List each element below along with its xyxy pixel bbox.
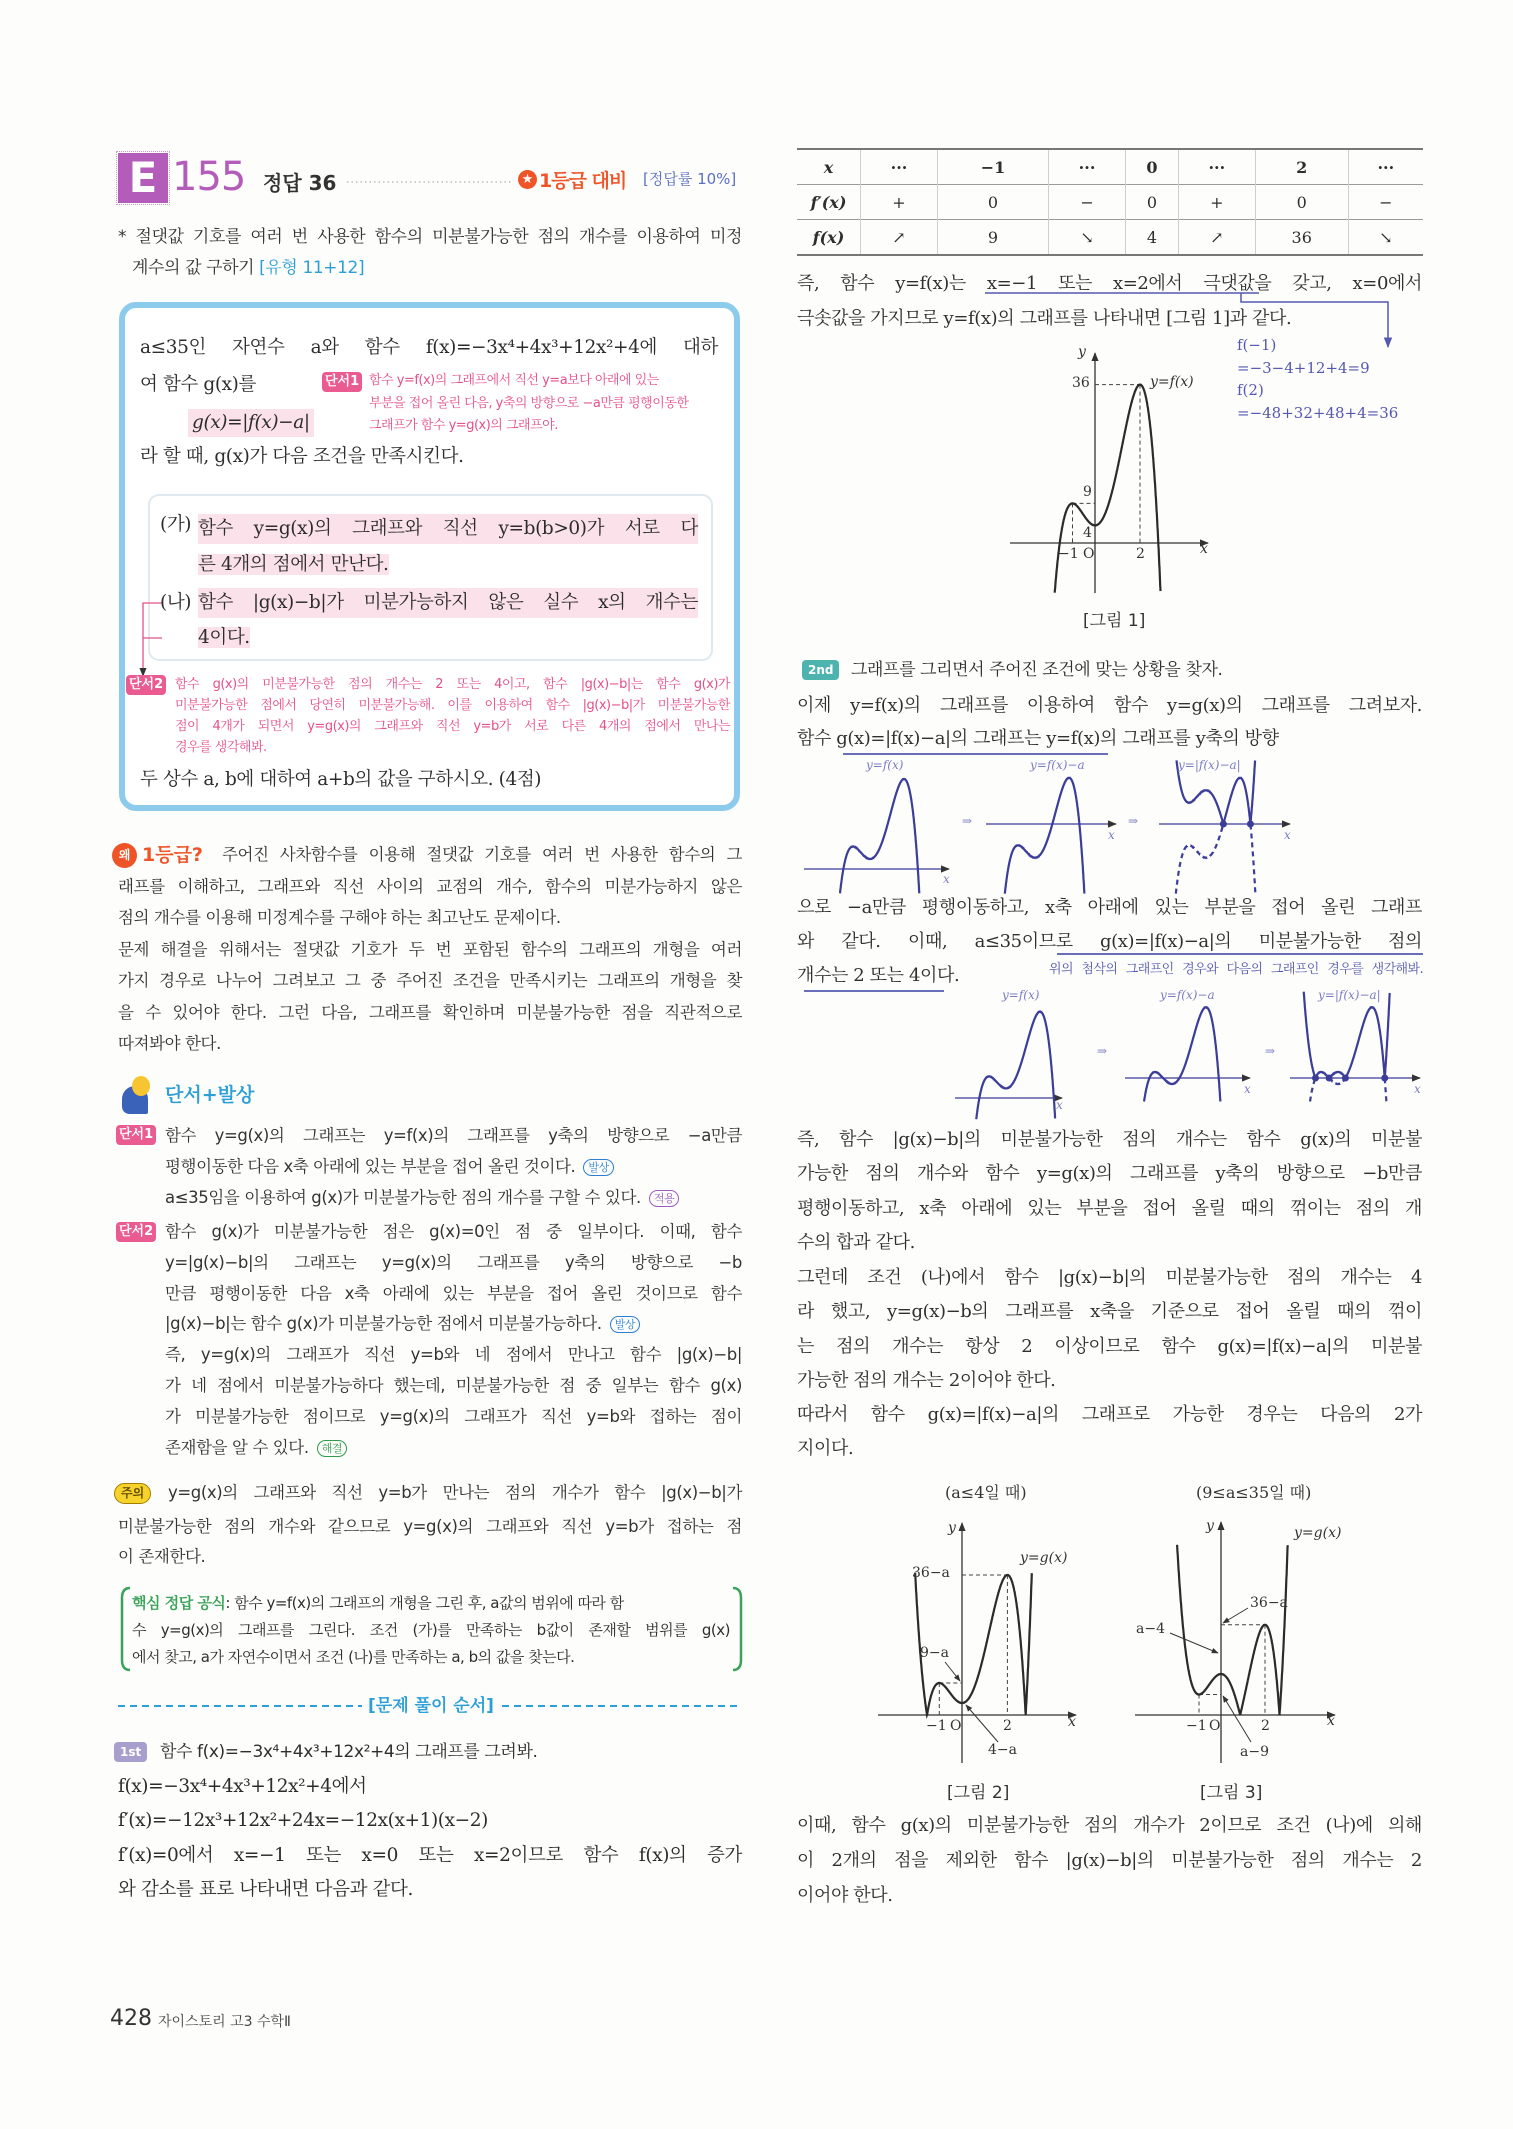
table-cell: ··· [1348,149,1423,185]
table-cell: ↗ [861,220,938,256]
axis-label-x: x [1108,828,1115,842]
mini-curve-abs [1304,992,1390,1078]
why-title: 1등급? [142,844,203,866]
problem-line: 라 할 때, g(x)가 다음 조건을 만족시킨다. [140,446,464,467]
condition-line: 함수 |g(x)−b|가 미분가능하지 않은 실수 x의 개수는 [198,588,698,618]
text-line: 따라서 함수 g(x)=|f(x)−a|의 그래프로 가능한 경우는 다음의 2가 [797,1404,1422,1425]
arrow-implies: ⇒ [962,814,973,828]
hint-text: a≤35임을 이용하여 g(x)가 미분불가능한 점의 개수를 구할 수 있다. [165,1188,641,1207]
hint1-badge: 단서1 [322,372,362,392]
increase-decrease-table [797,148,1423,256]
mini-curve [1144,1007,1220,1101]
figure-condition: (9≤a≤35일 때) [1196,1483,1312,1502]
curve-label: y=g(x) [1294,1525,1342,1541]
caution-line: y=g(x)의 그래프와 직선 y=b가 만나는 점의 개수가 함수 |g(x)−b|가 [168,1483,742,1502]
text-line: 평행이동하고, x축 아래에 있는 부분을 접어 올릴 때의 꺾이는 점의 개 [797,1197,1422,1219]
table-cell: 36 [1255,220,1348,256]
why-paragraph [118,871,742,934]
mini-label: y=f(x) [866,758,904,772]
text-line: 가능한 점의 개수는 2이어야 한다. [797,1370,1056,1392]
answer-rate: [정답률 10%] [643,170,737,188]
axis-label-y: y [1078,344,1086,360]
table-header-row [797,149,1423,185]
why-line: 주어진 사차함수를 이용해 절댓값 기호를 여러 번 사용한 함수의 그 [222,845,742,864]
table-cell: ↘ [1348,220,1423,256]
derivation-line: f(x)=−3x⁴+4x³+12x²+4에서 [118,1776,367,1797]
text-line: 을 수 있어야 한다. 그런 다음, 그래프를 확인하며 미분불가능한 점을 직관적으로 [118,1002,742,1022]
value-label: 4−a [988,1742,1017,1758]
paragraph [797,1808,1422,1913]
text-line: f(−1) [1237,336,1277,354]
table-row [797,220,1423,256]
apply-tag: 적용 [649,1190,679,1207]
curve-g [915,1573,1032,1715]
hint1-body [165,1120,742,1213]
star-icon: ★ [518,170,537,189]
problem-line: 여 함수 g(x)를 [140,374,256,395]
tick-36: 36 [1072,375,1090,391]
text-line: 수 y=g(x)의 그래프를 그린다. 조건 (가)를 만족하는 b값이 존재할 범위를 g(x) [132,1621,730,1639]
text-line: 이어야 한다. [797,1885,893,1906]
page-number: 428 [110,2006,152,2031]
hint-text: 평행이동한 다음 x축 아래에 있는 부분을 접어 올린 것이다. [165,1157,576,1176]
text-line: 함수 g(x)의 미분불가능한 점의 개수는 2 또는 4이고, 함수 |g(x)−b|는 함수 g(x)가 [175,677,730,692]
mini-label: y=f(x) [1002,988,1040,1002]
table-cell: − [1049,185,1126,220]
subtitle-line [118,253,742,284]
condition-line: 함수 y=g(x)의 그래프와 직선 y=b(b>0)가 서로 다 [198,514,698,544]
hint2-note [175,674,730,758]
figure-caption: [그림 1] [1083,611,1146,631]
hint-line: 가 네 점에서 미분불가능하다 했는데, 미분불가능한 점 중 일부는 함수 g(x) [165,1375,742,1395]
text-line: 그래프가 함수 y=g(x)의 그래프야. [369,418,558,433]
text-line: =−48+32+48+4=36 [1237,403,1399,422]
mini-curve-dashed [1310,1078,1386,1102]
zero-point [1381,1075,1388,1082]
value-label: 36−a [1250,1595,1288,1611]
text-line: 함수 g(x)=|f(x)−a|의 그래프는 y=f(x)의 그래프를 y축의 방향 [797,728,1279,749]
text-line: f(2) [1237,381,1264,399]
text-line: 에서 찾고, a가 자연수이면서 조건 (나)를 만족하는 a, b의 값을 찾는다. [132,1648,575,1666]
curve-label: y=g(x) [1020,1550,1068,1566]
condition-text: 른 4개의 점에서 만난다. [198,554,389,575]
hint-line: y=|g(x)−b|의 그래프는 y=g(x)의 그래프를 y축의 방향으로 −b [165,1252,742,1272]
origin-label: O [1083,546,1095,562]
book-title: 자이스토리 고3 수학Ⅱ [158,2014,291,2030]
axis-label-x: x [1200,541,1208,557]
zero-point [1220,821,1227,828]
key-line [132,1590,730,1617]
problem-question: 두 상수 a, b에 대하여 a+b의 값을 구하시오. (4점) [140,769,542,790]
problem-line: a≤35인 자연수 a와 함수 f(x)=−3x⁴+4x³+12x²+4에 대하 [140,337,718,358]
value-label: a−9 [1240,1744,1269,1760]
idea-tag: 발상 [610,1316,640,1333]
subtitle-line: * 절댓값 기호를 여러 번 사용한 함수의 미분불가능한 점의 개수를 이용하여 미정 [118,227,742,247]
text-line: 미분불가능한 점에서 당연히 미분불가능해. 이를 이용하여 함수 |g(x)−b|가 미분불가능한 [175,698,730,713]
tick-9: 9 [1083,484,1092,500]
text-line: 이때, 함수 g(x)의 미분불가능한 점의 개수가 2이므로 조건 (나)에 의해 [797,1815,1422,1836]
mini-curve [1005,778,1085,894]
axis-label-x: x [1284,828,1291,842]
hint-line [165,1433,742,1464]
figure-caption: [그림 2] [947,1783,1010,1803]
condition-ga [198,508,698,586]
tick-2: 2 [1261,1718,1270,1734]
mini-curve [840,779,919,893]
axis-label-x: x [1414,1082,1421,1096]
tick-2: 2 [1003,1718,1012,1734]
text-line: 개수는 2 또는 4이다. [797,965,960,986]
derivation-line: 와 감소를 표로 나타내면 다음과 같다. [118,1878,413,1900]
table-cell: 2 [1255,149,1348,185]
text-line: 경우를 생각해봐. [175,740,267,755]
graph-note: 위의 첨삭의 그래프인 경우와 다음의 그래프인 경우를 생각해봐. [1049,962,1423,977]
table-cell: x [823,157,834,177]
table-cell: 9 [938,220,1049,256]
step1-title: 함수 f(x)=−3x⁴+4x³+12x²+4의 그래프를 그려봐. [160,1742,538,1762]
problem-number: 155 [172,154,246,200]
problem-formula: g(x)=|f(x)−a| [188,409,314,437]
condition-text: 4이다. [198,627,250,648]
text-line: 즉, 함수 |g(x)−b|의 미분불가능한 점의 개수는 함수 g(x)의 미분불 [797,1129,1422,1150]
paragraph [797,1261,1422,1399]
subtitle-text: 계수의 값 구하기 [132,258,260,278]
axis-label-x: x [1327,1713,1335,1729]
table-cell: ↗ [1178,220,1255,256]
hint-text: |g(x)−b|는 함수 g(x)가 미분불가능한 점에서 미분불가능하다. [165,1314,602,1334]
pointer-arrow [945,1662,960,1681]
key-label: 핵심 정답 공식 [132,1594,226,1612]
type-tag: [유형 11+12] [259,258,365,278]
hint-text: 존재함을 알 수 있다. [165,1437,309,1457]
text-line: 으로 −a만큼 평행이동하고, x축 아래에 있는 부분을 접어 올린 그래프 [797,897,1422,918]
hint-line: 함수 g(x)가 미분불가능한 점은 g(x)=0인 점 중 일부이다. 이때, 함수 [165,1222,742,1241]
table-cell: + [861,185,938,220]
text-line: =−3−4+12+4=9 [1237,358,1370,377]
solution-order-title: [문제 풀이 순서] [368,1696,494,1716]
zero-point [1247,821,1254,828]
table-cell: 0 [1126,149,1179,185]
condition-na [198,582,698,653]
caution-line: 이 존재한다. [118,1547,206,1566]
why-paragraph [118,934,742,1059]
table-cell: 0 [1126,185,1179,220]
step2-badge: 2nd [802,660,839,680]
text-line: 이제 y=f(x)의 그래프를 이용하여 함수 y=g(x)의 그래프를 그려보자. [797,695,1422,716]
mini-label: y=f(x)−a [1160,988,1215,1002]
condition-ga-label: (가) [160,514,192,535]
table-cell: ··· [861,149,938,185]
text-line: 는 점의 개수는 항상 2 이상이므로 함수 g(x)=|f(x)−a|의 미분불 [797,1335,1422,1357]
tick-minus1: −1 [1058,546,1079,562]
value-label: 9−a [920,1645,949,1661]
grade-badge: 1등급 대비 [539,170,627,192]
why-badge: 왜 [112,843,137,868]
table-cell: ↘ [1049,220,1126,256]
text-line: 가능한 점의 개수와 함수 y=g(x)의 그래프를 y축의 방향으로 −b만큼 [797,1163,1422,1185]
key-bracket-right [733,1588,741,1670]
step1-body [118,1770,742,1907]
arrow-implies: ⇒ [1265,1044,1276,1058]
figure-caption: [그림 3] [1200,1783,1263,1803]
mini-label: y=|f(x)−a| [1318,988,1381,1002]
step2-title: 그래프를 그리면서 주어진 조건에 맞는 상황을 찾자. [851,660,1223,680]
key-bracket-left [122,1588,130,1670]
arrow-implies: ⇒ [1097,1044,1108,1058]
calc-notes [1237,334,1398,424]
value-label: a−4 [1136,1621,1165,1637]
subtitle [118,222,742,284]
paragraph [797,1398,1422,1467]
hint-line: 가 미분불가능한 점이므로 y=g(x)의 그래프가 직선 y=b와 접하는 점이 [165,1406,742,1426]
origin-label: O [1209,1718,1221,1734]
hint-line [165,1309,742,1340]
text-line: 함수 y=f(x)의 그래프에서 직선 y=a보다 아래에 있는 [369,373,659,388]
paragraph [797,1123,1422,1261]
tick-4: 4 [1083,525,1092,541]
paragraph [797,689,1422,755]
hint-line [165,1182,742,1213]
mini-curve [976,1012,1055,1120]
table-cell: −1 [938,149,1049,185]
zero-point [1312,1075,1319,1082]
text-line: 점이 4개가 되면서 y=g(x)의 그래프와 직선 y=b가 서로 다른 4개의 점에서 만나는 [175,719,730,734]
text-line: 이 2개의 점을 제외한 함수 |g(x)−b|의 미분불가능한 점의 개수는 2 [797,1850,1422,1871]
table-cell: f′(x) [810,192,847,212]
axis-label-y: y [1206,1518,1214,1534]
table-row [797,185,1423,220]
hint-line: 함수 y=g(x)의 그래프는 y=f(x)의 그래프를 y축의 방향으로 −a만큼 [165,1126,742,1145]
mini-label: y=|f(x)−a| [1178,758,1241,772]
value-label: 36−a [912,1565,950,1581]
solve-tag: 해결 [317,1440,347,1457]
axis-label-x: x [1068,1714,1076,1730]
axis-label-y: y [948,1520,956,1536]
hint2-badge: 단서2 [116,1222,156,1242]
paragraph [797,266,1422,336]
pointer-arrow [1170,1633,1218,1653]
text-line: 그런데 조건 (나)에서 함수 |g(x)−b|의 미분불가능한 점의 개수는 4 [797,1267,1422,1288]
caution-line: 미분불가능한 점의 개수와 같으므로 y=g(x)의 그래프와 직선 y=b가 접하는 점 [118,1517,742,1536]
text-line: 즉, 함수 y=f(x)는 x=−1 또는 x=2에서 극댓값을 갖고, x=0에서 [797,273,1422,294]
hint2-body [165,1217,742,1463]
text-line: 점의 개수를 이용해 미정계수를 구해야 하는 최고난도 문제이다. [118,908,561,928]
hint2-badge: 단서2 [126,675,166,695]
mini-curve-dashed [1176,824,1256,894]
zero-point [1342,1075,1349,1082]
curve-label: y=f(x) [1150,374,1194,390]
table-cell: + [1178,185,1255,220]
origin-label: O [950,1718,962,1734]
text-line: 가지 경우로 나누어 그려보고 그 중 주어진 조건을 만족시키는 그래프의 개형을 찾 [118,971,742,991]
text-line: 따져봐야 한다. [118,1033,221,1053]
text-line: 수의 합과 같다. [797,1232,915,1254]
table-cell: 0 [1255,185,1348,220]
lightbulb-head-icon [120,1076,156,1114]
curve-g [1177,1545,1288,1715]
condition-na-label: (나) [160,592,192,613]
hint-line [165,1151,742,1182]
text-line: 극솟값을 가지므로 y=f(x)의 그래프를 나타내면 [그림 1]과 같다. [797,308,1292,329]
key-text: : 함수 y=f(x)의 그래프의 개형을 그린 후, a값의 범위에 따라 함 [225,1594,624,1612]
derivation-line: f′(x)=0에서 x=−1 또는 x=0 또는 x=2이므로 함수 f(x)의 증가 [118,1844,742,1866]
text-line: 와 같다. 이때, a≤35이므로 g(x)=|f(x)−a|의 미분불가능한 점의 [797,931,1422,952]
tick-2: 2 [1136,546,1145,562]
caution-badge: 주의 [114,1483,151,1504]
arrow-implies: ⇒ [1128,814,1139,828]
hint-line: 즉, y=g(x)의 그래프가 직선 y=b와 네 점에서 만나고 함수 |g(x)−b| [165,1345,742,1365]
text-line: 부분을 접어 올린 다음, y축의 방향으로 −a만큼 평행이동한 [369,395,689,411]
mini-label: y=f(x)−a [1030,758,1085,772]
section-letter: E [118,153,168,203]
tick-minus1: −1 [926,1718,947,1734]
table-cell: − [1348,185,1423,220]
tick-minus1: −1 [1186,1718,1207,1734]
derivation-line: f′(x)=−12x³+12x²+24x=−12x(x+1)(x−2) [118,1810,488,1832]
answer-label: 정답 36 [263,171,337,195]
key-body [132,1617,730,1671]
hint1-note [369,370,688,438]
hint-line: 만큼 평행이동한 다음 x축 아래에 있는 부분을 접어 올린 것이므로 함수 [165,1283,742,1303]
axis-label-x: x [1244,1082,1251,1096]
text-line: 래프를 이해하고, 그래프와 직선 사이의 교점의 개수, 함수의 미분가능하지 않은 [118,877,742,896]
idea-tag: 발상 [583,1159,613,1176]
table-cell: 4 [1126,220,1179,256]
text-line: 라 했고, y=g(x)−b의 그래프를 x축을 기준으로 접어 올릴 때의 꺾이 [797,1301,1422,1323]
text-line: 지이다. [797,1438,854,1460]
figure-condition: (a≤4일 때) [945,1483,1027,1502]
table-cell: 0 [938,185,1049,220]
pointer-arrow [1223,1608,1248,1623]
axis-label-x: x [943,872,950,886]
hint1-badge: 단서1 [116,1125,156,1145]
pointer-arrow [966,1705,998,1742]
table-cell: ··· [1049,149,1126,185]
section-letter-box [116,151,170,205]
condition-line [198,550,698,580]
hints-title: 단서+발상 [165,1084,255,1106]
table-cell: f(x) [812,227,845,247]
condition-line [198,623,698,653]
zero-point [1326,1075,1333,1082]
text-line: 문제 해결을 위해서는 절댓값 기호가 두 번 포함된 함수의 그래프의 개형을 여러 [118,940,742,959]
table-cell: ··· [1178,149,1255,185]
step1-badge: 1st [114,1742,147,1762]
axis-label-x: x [1056,1098,1063,1112]
